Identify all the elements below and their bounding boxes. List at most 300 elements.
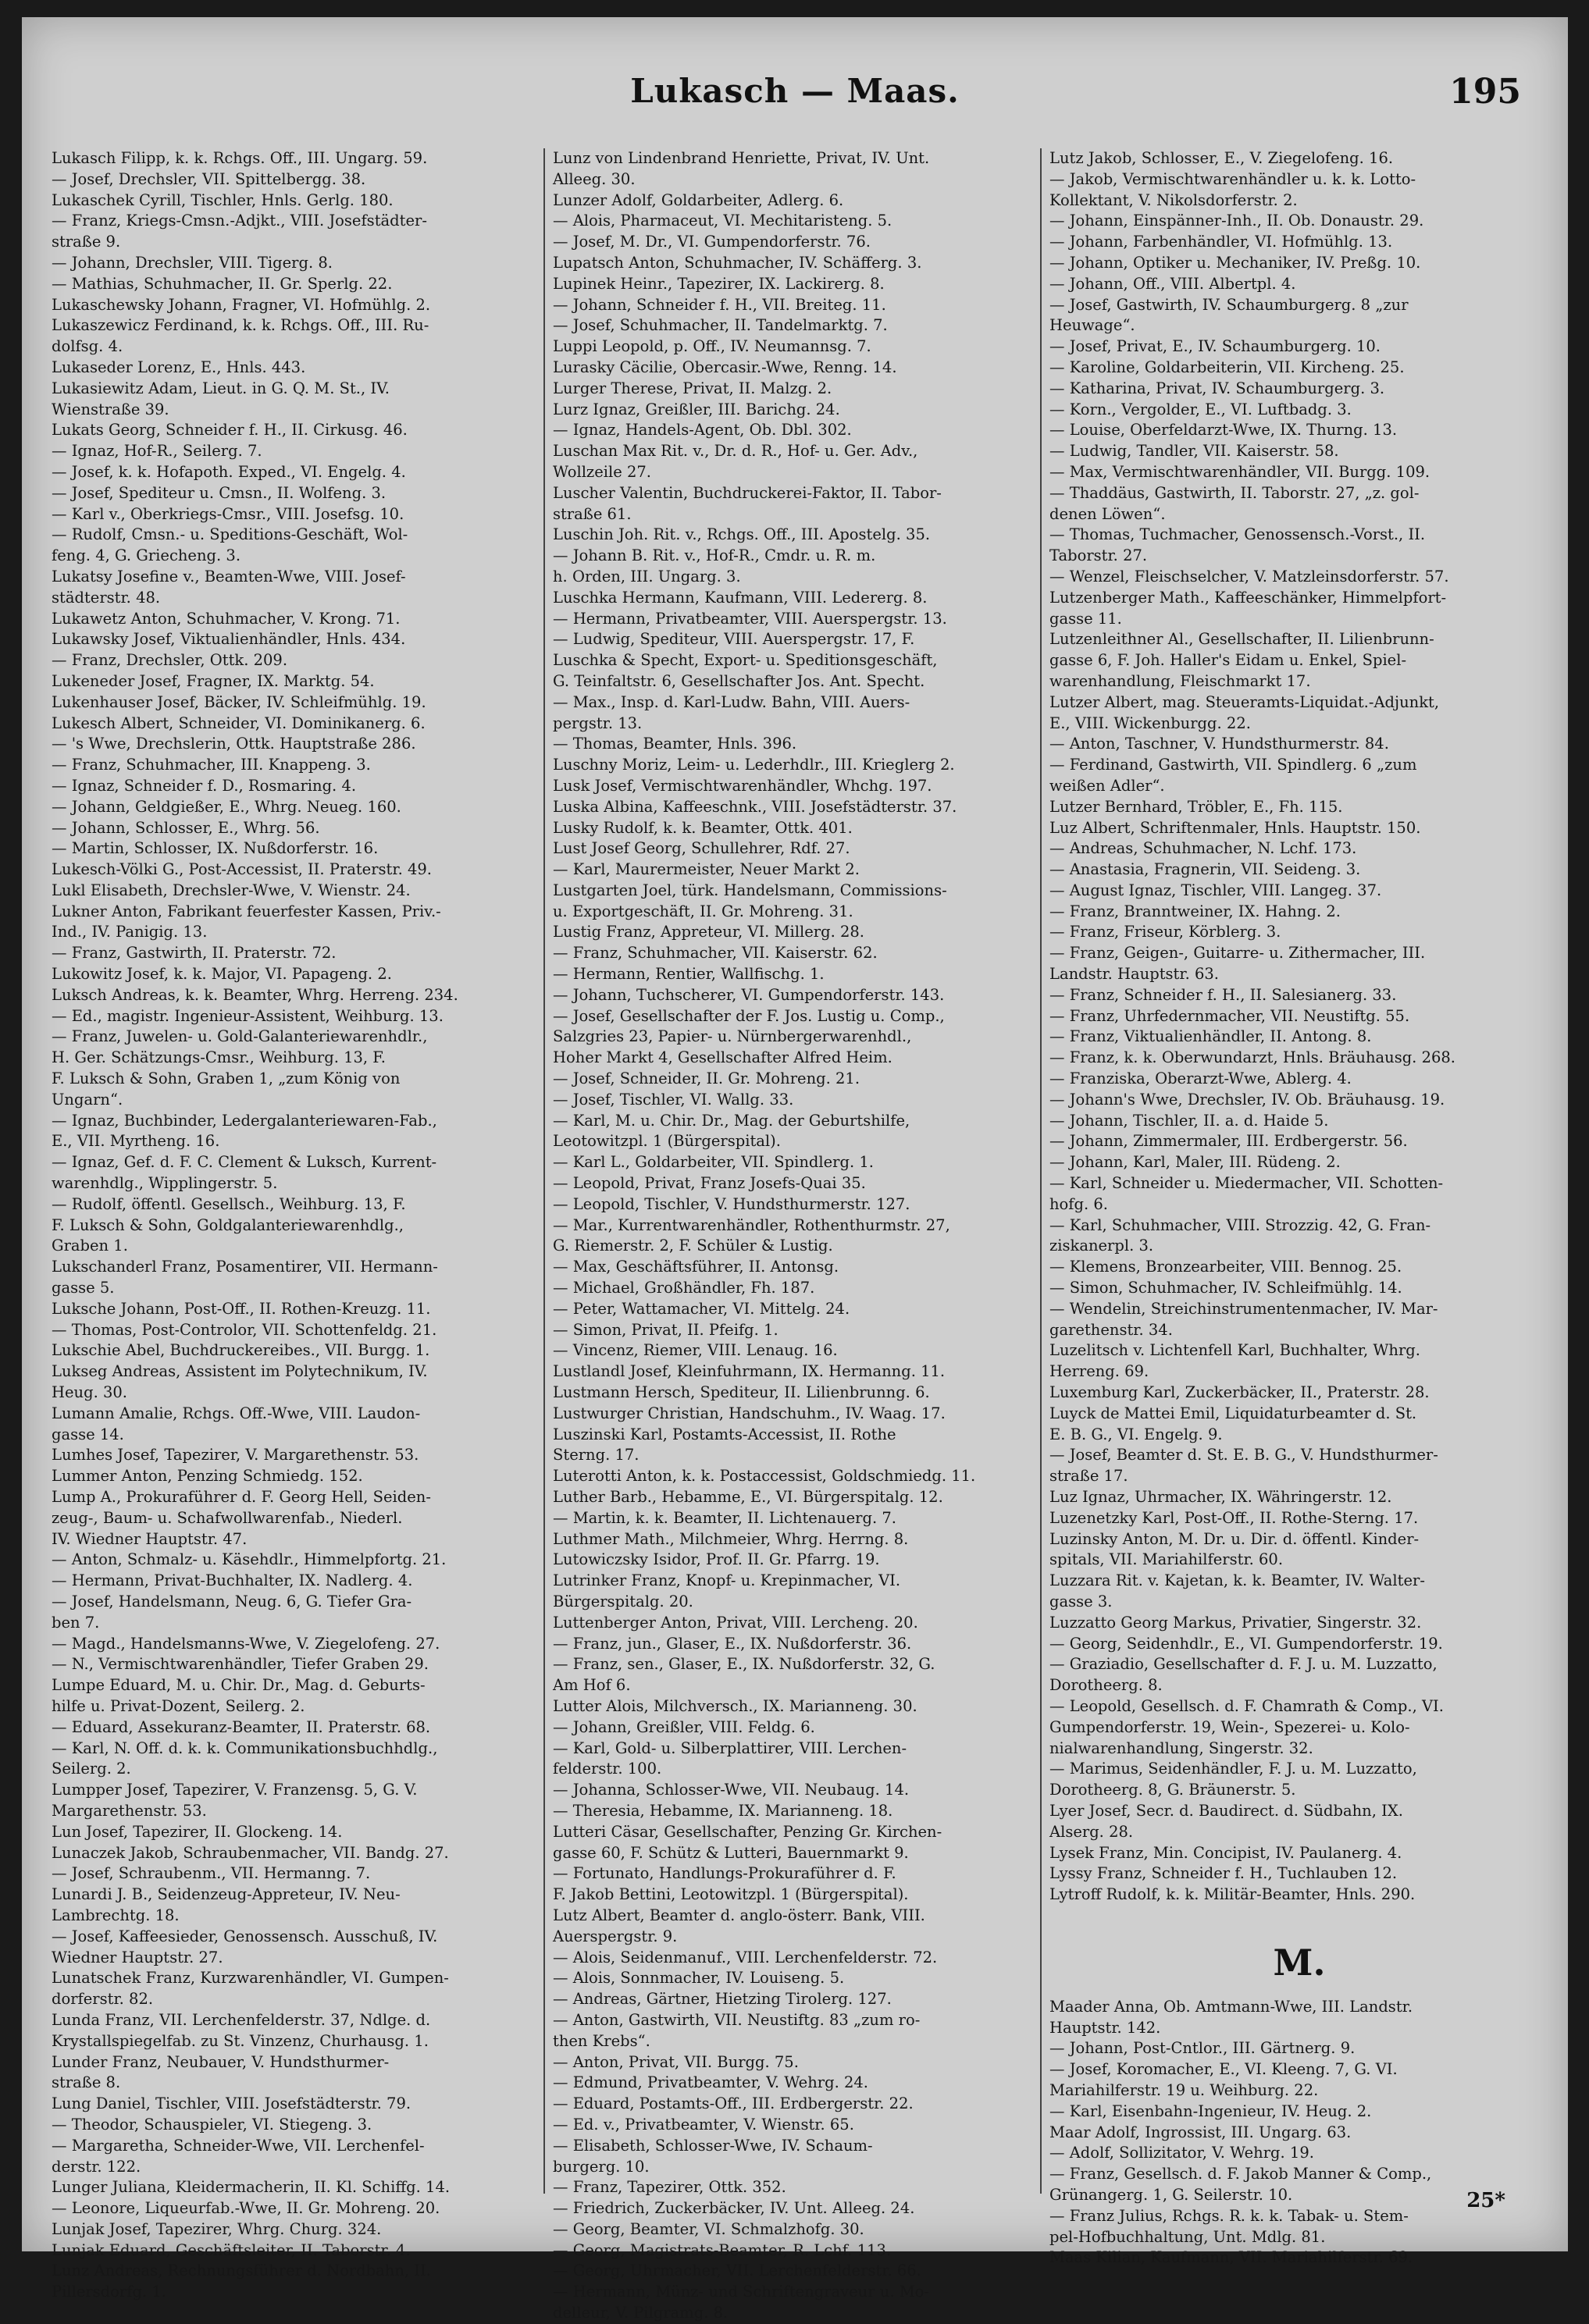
directory-entry-line: — Ignaz, Buchbinder, Ledergalanteriewaren-Fab., <box>52 1111 437 1130</box>
directory-entry-line: — Johann, Schlosser, E., Whrg. 56. <box>52 818 320 837</box>
directory-entry-line: — Ludwig, Tandler, VII. Kaiserstr. 58. <box>1049 442 1339 461</box>
directory-entry-line: — Josef, Koromacher, E., VI. Kleeng. 7, G. VI. <box>1049 2060 1398 2079</box>
directory-entry-line: — Johann, Schneider f. H., VII. Breiteg. 11. <box>553 295 886 314</box>
directory-entry-line: Lutrinker Franz, Knopf- u. Krepinmacher, VI. <box>553 1571 901 1590</box>
directory-entry-line: Hoher Markt 4, Gesellschafter Alfred Heim. <box>553 1048 892 1067</box>
directory-entry-line: — Georg, Uhrmacher, VII. Lerchenfelderstr. 66. <box>553 2262 921 2280</box>
directory-entry-line: Landstr. Hauptstr. 63. <box>1049 965 1219 984</box>
directory-entry-line: — Franz, Branntweiner, IX. Hahng. 2. <box>1049 902 1341 920</box>
directory-entry-line: Lump A., Prokuraführer d. F. Georg Hell, Seiden- <box>52 1488 431 1506</box>
directory-entry-line: Lumann Amalie, Rchgs. Off.-Wwe, VIII. Laudon- <box>52 1404 421 1422</box>
directory-entry-line: — Karl, Maurermeister, Neuer Markt 2. <box>553 860 860 879</box>
directory-entry-line: Krystallspiegelfab. zu St. Vinzenz, Churhausg. 1. <box>52 2031 429 2050</box>
directory-entry-line: Lukesch-Völki G., Post-Accessist, II. Praterstr. 49. <box>52 860 432 879</box>
directory-entry-line: — Franz, Schneider f. H., II. Salesianerg. 33. <box>1049 985 1397 1004</box>
directory-entry-line: — Eduard, Assekuranz-Beamter, II. Praterstr. 68. <box>52 1717 431 1736</box>
directory-entry-line: Lutz Albert, Beamter d. anglo-österr. Bank, VIII. <box>553 1906 925 1924</box>
directory-entry-line: Lusky Rudolf, k. k. Beamter, Ottk. 401. <box>553 818 853 837</box>
directory-entry-line: Salzgries 23, Papier- u. Nürnbergerwarenhdl., <box>553 1027 912 1046</box>
directory-entry-line: gasse 3. <box>1049 1592 1113 1610</box>
directory-entry-line: — Anton, Gastwirth, VII. Neustiftg. 83 „zum ro- <box>553 2010 921 2029</box>
directory-entry-line: Lunjak Josef, Tapezirer, Whrg. Churg. 324. <box>52 2219 382 2238</box>
directory-entry-line: Lun Josef, Tapezirer, II. Glockeng. 14. <box>52 1822 343 1841</box>
directory-entry-line: Lummer Anton, Penzing Schmiedg. 152. <box>52 1467 363 1486</box>
directory-entry-line: Maas Kilian, Kaufmann, VII. Mariahilferstr. 69. <box>1049 2248 1413 2267</box>
directory-entry-line: F. Jakob Bettini, Leotowitzpl. 1 (Bürgerspital). <box>553 1885 909 1904</box>
directory-entry-line: — Theodor, Schauspieler, VI. Stiegeng. 3. <box>52 2115 372 2134</box>
directory-entry-line: pel-Hofbuchhaltung, Unt. Mdlg. 81. <box>1049 2227 1326 2246</box>
directory-entry-line: Lutz Jakob, Schlosser, E., V. Ziegelofeng. 16. <box>1049 149 1394 167</box>
directory-entry-line: straße 17. <box>1049 1467 1128 1486</box>
directory-entry-line: Lurz Ignaz, Greißler, III. Barichg. 24. <box>553 400 840 418</box>
directory-entry-line: — Leopold, Tischler, V. Hundsthurmerstr. 127. <box>553 1194 910 1213</box>
directory-entry-line: — Martin, Schlosser, IX. Nußdorferstr. 16. <box>52 839 379 858</box>
directory-entry-line: — Franziska, Oberarzt-Wwe, Ablerg. 4. <box>1049 1069 1352 1088</box>
directory-entry-line: Luschka & Specht, Export- u. Speditionsgeschäft, <box>553 651 938 670</box>
directory-entry-line: Wollzeile 27. <box>553 462 651 481</box>
directory-entry-line: Luxemburg Karl, Zuckerbäcker, II., Praterstr. 28. <box>1049 1383 1430 1402</box>
directory-entry-line: — Edmund, Privatbeamter, V. Wehrg. 24. <box>553 2073 868 2092</box>
directory-entry-line: — Thomas, Post-Controlor, VII. Schottenfeldg. 21. <box>52 1320 437 1339</box>
directory-entry-line: Ungarn“. <box>52 1090 123 1109</box>
directory-entry-line: — Eduard, Postamts-Off., III. Erdbergerstr. 22. <box>553 2094 914 2113</box>
directory-entry-line: delleur, V. Pilgramg. 8. <box>553 2304 729 2322</box>
directory-entry-line: E. B. G., VI. Engelg. 9. <box>1049 1425 1223 1443</box>
column-3 <box>1040 148 1549 2267</box>
directory-entry-line: Lustwurger Christian, Handschuhm., IV. Waag. 17. <box>553 1404 946 1422</box>
directory-entry-line: Lupinek Heinr., Tapezirer, IX. Lackirerg. 8. <box>553 274 885 293</box>
directory-entry-line: garethenstr. 34. <box>1049 1320 1173 1339</box>
directory-entry-line: — Josef, Schuhmacher, II. Tandelmarktg. 7. <box>553 316 888 335</box>
directory-entry-line: — Thomas, Beamter, Hnls. 396. <box>553 735 797 753</box>
directory-entry-line: Lunaczek Jakob, Schraubenmacher, VII. Bandg. 27. <box>52 1843 449 1862</box>
directory-entry-line: — Katharina, Privat, IV. Schaumburgerg. 3. <box>1049 379 1385 397</box>
directory-entry-line: — Ignaz, Schneider f. D., Rosmaring. 4. <box>52 776 357 795</box>
directory-entry-line: dorferstr. 82. <box>52 1990 154 2009</box>
directory-entry-line: Luksch Andreas, k. k. Beamter, Whrg. Herreng. 234. <box>52 985 458 1004</box>
directory-entry-line: Lukowitz Josef, k. k. Major, VI. Papageng. 2. <box>52 965 392 984</box>
directory-entry-line: Lustig Franz, Appreteur, VI. Millerg. 28. <box>553 923 865 941</box>
directory-entry-line: — Ignaz, Handels-Agent, Ob. Dbl. 302. <box>553 421 852 440</box>
directory-entry-line: Lukasiewitz Adam, Lieut. in G. Q. M. St., IV. <box>52 379 390 397</box>
directory-entry-line: Ind., IV. Panigig. 13. <box>52 923 208 941</box>
directory-entry-line: Lukner Anton, Fabrikant feuerfester Kassen, Priv.- <box>52 902 441 920</box>
directory-entry-line: — Georg, Magistrats-Beamter, R. Lchf. 113. <box>553 2240 892 2259</box>
directory-entry-line: Luzzara Rit. v. Kajetan, k. k. Beamter, IV. Walter- <box>1049 1571 1425 1590</box>
directory-entry-line: spitals, VII. Mariahilferstr. 60. <box>1049 1550 1284 1569</box>
signature-mark: 25* <box>1466 2189 1505 2212</box>
directory-entry-line: — Simon, Privat, II. Pfeifg. 1. <box>553 1320 778 1339</box>
directory-entry-line: Lunder Franz, Neubauer, V. Hundsthurmer- <box>52 2052 390 2071</box>
page-number: 195 <box>1449 72 1521 112</box>
directory-entry-line: — Josef, Kaffeesieder, Genossensch. Ausschuß, IV. <box>52 1927 438 1945</box>
directory-entry-line: — Johann, Off., VIII. Albertpl. 4. <box>1049 274 1296 293</box>
directory-entry-line: Lukeneder Josef, Fragner, IX. Marktg. 54. <box>52 671 375 690</box>
directory-entry-line: Luschan Max Rit. v., Dr. d. R., Hof- u. Ger. Adv., <box>553 442 918 461</box>
directory-entry-line: — Marimus, Seidenhändler, F. J. u. M. Luzzatto, <box>1049 1760 1417 1778</box>
directory-entry-line: — Simon, Schuhmacher, IV. Schleifmühlg. 14. <box>1049 1279 1402 1297</box>
directory-entry-line: Luscher Valentin, Buchdruckerei-Faktor, II. Tabor- <box>553 483 942 502</box>
running-head <box>22 72 1568 119</box>
section-heading: M. <box>1273 1941 1326 1984</box>
directory-entry-line: Lutteri Cäsar, Gesellschafter, Penzing Gr. Kirchen- <box>553 1822 942 1841</box>
directory-entry-line: Luzenetzky Karl, Post-Off., II. Rothe-Sterng. 17. <box>1049 1508 1419 1527</box>
directory-entry-line: Luzinsky Anton, M. Dr. u. Dir. d. öffentl. Kinder- <box>1049 1529 1420 1548</box>
directory-entry-line: — Karoline, Goldarbeiterin, VII. Kircheng. 25. <box>1049 358 1405 376</box>
directory-entry-line: Lukschie Abel, Buchdruckereibes., VII. Burgg. 1. <box>52 1341 430 1360</box>
directory-page <box>22 17 1568 2322</box>
directory-entry-line: Lukatsy Josefine v., Beamten-Wwe, VIII. Josef- <box>52 567 406 585</box>
directory-entry-line: Maader Anna, Ob. Amtmann-Wwe, III. Landstr. <box>1049 1997 1413 2016</box>
directory-entry-line: — Josef, Beamter d. St. E. B. G., V. Hundsthurmer- <box>1049 1446 1438 1465</box>
directory-entry-line: — Graziadio, Gesellschafter d. F. J. u. M. Luzzatto, <box>1049 1655 1438 1674</box>
directory-entry-line: — Karl, Eisenbahn-Ingenieur, IV. Heug. 2. <box>1049 2102 1372 2120</box>
directory-entry-line: Kollektant, V. Nikolsdorferstr. 2. <box>1049 190 1298 209</box>
directory-entry-line: IV. Wiedner Hauptstr. 47. <box>52 1529 248 1548</box>
directory-entry-line: Lytroff Rudolf, k. k. Militär-Beamter, Hnls. 290. <box>1049 1885 1416 1904</box>
directory-entry-line: Lukawetz Anton, Schuhmacher, V. Krong. 71. <box>52 609 401 628</box>
directory-entry-line: G. Riemerstr. 2, F. Schüler & Lustig. <box>553 1237 833 1255</box>
directory-entry-line: — Andreas, Gärtner, Hietzing Tirolerg. 127. <box>553 1990 892 2009</box>
directory-entry-line: — Josef, Handelsmann, Neug. 6, G. Tiefer Gra- <box>52 1592 412 1610</box>
directory-entry-line: Bürgerspitalg. 20. <box>553 1592 693 1610</box>
directory-entry-line: denen Löwen“. <box>1049 504 1166 523</box>
directory-entry-line: ben 7. <box>52 1613 100 1632</box>
directory-entry-line: — Alois, Pharmaceut, VI. Mechitaristeng. 5. <box>553 212 892 230</box>
directory-entry-line: straße 61. <box>553 504 632 523</box>
directory-entry-line: — Andreas, Schuhmacher, N. Lchf. 173. <box>1049 839 1357 858</box>
directory-entry-line: — Klemens, Bronzearbeiter, VIII. Bennog. 25. <box>1049 1258 1402 1276</box>
directory-entry-line: Maar Adolf, Ingrossist, III. Ungarg. 63. <box>1049 2123 1352 2141</box>
directory-entry-line: Auerspergstr. 9. <box>553 1927 678 1945</box>
directory-entry-line: gasse 6, F. Joh. Haller's Eidam u. Enkel, Spiel- <box>1049 651 1407 670</box>
directory-entry-line: — Josef, Privat, E., IV. Schaumburgerg. 10. <box>1049 337 1381 356</box>
directory-entry-line: — Ed., magistr. Ingenieur-Assistent, Weihburg. 13. <box>52 1006 444 1025</box>
directory-entry-line: derstr. 122. <box>52 2157 141 2176</box>
directory-entry-line: — Josef, Spediteur u. Cmsn., II. Wolfeng. 3. <box>52 483 387 502</box>
directory-entry-line: Lyer Josef, Secr. d. Baudirect. d. Südbahn, IX. <box>1049 1801 1403 1820</box>
directory-entry-line: Lutzer Albert, mag. Steueramts-Liquidat.-Adjunkt, <box>1049 692 1440 711</box>
directory-entry-line: Lunjak Eduard, Geschäftsleiter, II. Taborstr. 4. <box>52 2240 411 2259</box>
directory-entry-line: — Wendelin, Streichinstrumentenmacher, IV. Mar- <box>1049 1299 1438 1318</box>
directory-entry-line: Luz Albert, Schriftenmaler, Hnls. Hauptstr. 150. <box>1049 818 1421 837</box>
directory-entry-line: — Thaddäus, Gastwirth, II. Taborstr. 27, „z. gol- <box>1049 483 1420 502</box>
directory-entry-line: Lumpper Josef, Tapezirer, V. Franzensg. 5, G. V. <box>52 1781 418 1799</box>
directory-entry-line: — Johann, Einspänner-Inh., II. Ob. Donaustr. 29. <box>1049 212 1424 230</box>
directory-entry-line: — Hermann, Rentier, Wallfischg. 1. <box>553 965 825 984</box>
directory-entry-line: — Ludwig, Spediteur, VIII. Auerspergstr. 17, F. <box>553 630 915 649</box>
directory-entry-line: — Johann, Farbenhändler, VI. Hofmühlg. 13. <box>1049 233 1393 251</box>
directory-entry-line: Lukaschewsky Johann, Fragner, VI. Hofmühlg. 2. <box>52 295 431 314</box>
directory-entry-line: Lukseg Andreas, Assistent im Polytechnikum, IV. <box>52 1362 428 1381</box>
directory-entry-line: — Karl, Schuhmacher, VIII. Strozzig. 42, G. Fran- <box>1049 1215 1431 1234</box>
directory-entry-line: Lunatschek Franz, Kurzwarenhändler, VI. Gumpen- <box>52 1969 449 1988</box>
directory-entry-line: — Mathias, Schuhmacher, II. Gr. Sperlg. 22. <box>52 274 393 293</box>
directory-entry-line: Lukl Elisabeth, Drechsler-Wwe, V. Wienstr. 24. <box>52 881 411 899</box>
directory-entry-line: Lukaschek Cyrill, Tischler, Hnls. Gerlg. 180. <box>52 190 394 209</box>
directory-entry-line: — Franz, Schuhmacher, III. Knappeng. 3. <box>52 756 371 774</box>
directory-entry-line: straße 8. <box>52 2073 121 2092</box>
directory-entry-line: — Vincenz, Riemer, VIII. Lenaug. 16. <box>553 1341 838 1360</box>
directory-entry-line: — Franz, Drechsler, Ottk. 209. <box>52 651 288 670</box>
directory-entry-line: hofg. 6. <box>1049 1194 1109 1213</box>
directory-entry-line: Luther Barb., Hebamme, E., VI. Bürgerspitalg. 12. <box>553 1488 943 1506</box>
directory-entry-line: Gumpendorferstr. 19, Wein-, Spezerei- u. Kolo- <box>1049 1717 1410 1736</box>
column-2 <box>543 148 1037 2322</box>
directory-entry-line: — Max, Geschäftsführer, II. Antonsg. <box>553 1258 839 1276</box>
directory-entry-line: feng. 4, G. Griecheng. 3. <box>52 546 241 565</box>
directory-entry-line: Am Hof 6. <box>553 1676 631 1695</box>
directory-entry-line: — Johann, Optiker u. Mechaniker, IV. Preßg. 10. <box>1049 253 1421 272</box>
directory-entry-line: — Franz, Viktualienhändler, II. Antong. 8. <box>1049 1027 1372 1046</box>
directory-entry-line: — Karl v., Oberkriegs-Cmsr., VIII. Josefsg. 10. <box>52 504 404 523</box>
directory-entry-line: — Max, Vermischtwarenhändler, VII. Burgg. 109. <box>1049 462 1430 481</box>
directory-entry-line: — Leonore, Liqueurfab.-Wwe, II. Gr. Mohreng. 20. <box>52 2199 440 2218</box>
directory-entry-line: weißen Adler“. <box>1049 776 1165 795</box>
directory-entry-line: ziskanerpl. 3. <box>1049 1237 1154 1255</box>
directory-entry-line: — Anton, Schmalz- u. Käsehdlr., Himmelpfortg. 21. <box>52 1550 447 1569</box>
directory-entry-line: pergstr. 13. <box>553 714 643 732</box>
directory-entry-line: Lurasky Cäcilie, Obercasir.-Wwe, Renng. 14. <box>553 358 897 376</box>
directory-entry-line: — Franz, Tapezirer, Ottk. 352. <box>553 2178 786 2197</box>
directory-entry-line: — Karl L., Goldarbeiter, VII. Spindlerg. 1. <box>553 1153 874 1172</box>
directory-entry-line: — Franz, jun., Glaser, E., IX. Nußdorferstr. 36. <box>553 1634 912 1653</box>
directory-entry-line: Grünangerg. 1, G. Seilerstr. 10. <box>1049 2185 1293 2204</box>
directory-entry-line: Lumhes Josef, Tapezirer, V. Margarethenstr. 53. <box>52 1446 419 1465</box>
directory-entry-line: Luzelitsch v. Lichtenfell Karl, Buchhalter, Whrg. <box>1049 1341 1420 1360</box>
directory-entry-line: — Leopold, Privat, Franz Josefs-Quai 35. <box>553 1174 866 1193</box>
directory-entry-line: gasse 60, F. Schütz & Lutteri, Bauernmarkt 9. <box>553 1843 909 1862</box>
directory-entry-line: — Franz, Kriegs-Cmsn.-Adjkt., VIII. Josefstädter- <box>52 212 427 230</box>
directory-entry-line: — Jakob, Vermischtwarenhändler u. k. k. Lotto- <box>1049 169 1416 188</box>
directory-entry-line: Luttenberger Anton, Privat, VIII. Lercheng. 20. <box>553 1613 918 1632</box>
directory-entry-line: Lambrechtg. 18. <box>52 1906 180 1924</box>
directory-entry-line: felderstr. 100. <box>553 1760 662 1778</box>
directory-entry-line: — Johann, Karl, Maler, III. Rüdeng. 2. <box>1049 1153 1341 1172</box>
directory-entry-line: Lukasch Filipp, k. k. Rchgs. Off., III. Ungarg. 59. <box>52 149 428 167</box>
directory-entry-line: — Franz, sen., Glaser, E., IX. Nußdorferstr. 32, G. <box>553 1655 935 1674</box>
directory-entry-line: Alleeg. 30. <box>553 169 636 188</box>
directory-entry-line: — Rudolf, öffentl. Gesellsch., Weihburg. 13, F. <box>52 1194 406 1213</box>
directory-entry-line: Lustmann Hersch, Spediteur, II. Lilienbrunng. 6. <box>553 1383 930 1402</box>
directory-entry-line: Graben 1. <box>52 1237 128 1255</box>
directory-entry-line: Luszinski Karl, Postamts-Accessist, II. Rothe <box>553 1425 896 1443</box>
directory-entry-line: straße 9. <box>52 233 121 251</box>
directory-entry-line: Pillersdorfg. 1. <box>52 2283 166 2301</box>
directory-entry-line: Wiedner Hauptstr. 27. <box>52 1948 223 1966</box>
directory-entry-line: — Johann, Geldgießer, E., Whrg. Neueg. 160. <box>52 797 401 816</box>
directory-entry-line: — Johann, Greißler, VIII. Feldg. 6. <box>553 1717 815 1736</box>
directory-entry-line: — Hermann, Privatbeamter, VIII. Auerspergstr. 13. <box>553 609 947 628</box>
directory-entry-line: — Karl, Schneider u. Miedermacher, VII. Schotten- <box>1049 1174 1444 1193</box>
directory-entry-line: Lutzenberger Math., Kaffeeschänker, Himmelpfort- <box>1049 588 1447 607</box>
column-1 <box>52 148 536 2301</box>
directory-entry-line: — Elisabeth, Schlosser-Wwe, IV. Schaum- <box>553 2136 873 2155</box>
directory-entry-line: Luschny Moriz, Leim- u. Lederhdlr., III. Krieglerg 2. <box>553 756 955 774</box>
directory-entry-line: Hauptstr. 142. <box>1049 2018 1161 2037</box>
directory-entry-line: Taborstr. 27. <box>1049 546 1148 565</box>
directory-entry-line: — Franz, Geigen-, Guitarre- u. Zithermacher, III. <box>1049 944 1426 963</box>
directory-entry-line: Lusk Josef, Vermischtwarenhändler, Whchg. 197. <box>553 776 932 795</box>
directory-entry-line: Lysek Franz, Min. Concipist, IV. Paulanerg. 4. <box>1049 1843 1402 1862</box>
directory-entry-line: — Franz, Juwelen- u. Gold-Galanteriewarenhdlr., <box>52 1027 428 1046</box>
directory-entry-line: Lunda Franz, VII. Lerchenfelderstr. 37, Ndlge. d. <box>52 2010 431 2029</box>
directory-entry-line: — Max., Insp. d. Karl-Ludw. Bahn, VIII. Auers- <box>553 692 910 711</box>
directory-entry-line: — Margaretha, Schneider-Wwe, VII. Lerchenfel- <box>52 2136 425 2155</box>
directory-entry-line: — Johann, Post-Cntlor., III. Gärtnerg. 9. <box>1049 2039 1356 2058</box>
directory-entry-line: — Josef, Tischler, VI. Wallg. 33. <box>553 1090 794 1109</box>
directory-entry-line: Lumpe Eduard, M. u. Chir. Dr., Mag. d. Geburts- <box>52 1676 426 1695</box>
directory-entry-line: Heug. 30. <box>52 1383 127 1402</box>
directory-entry-line: Mariahilferstr. 19 u. Weihburg. 22. <box>1049 2080 1319 2099</box>
directory-entry-line: — Alois, Sonnmacher, IV. Louiseng. 5. <box>553 1969 845 1988</box>
directory-entry-line: städterstr. 48. <box>52 588 161 607</box>
directory-entry-line: — Georg, Seidenhdlr., E., VI. Gumpendorferstr. 19. <box>1049 1634 1443 1653</box>
directory-entry-line: E., VII. Myrtheng. 16. <box>52 1132 220 1151</box>
directory-entry-line: Lukenhauser Josef, Bäcker, IV. Schleifmühlg. 19. <box>52 692 426 711</box>
directory-entry-line: — Johann, Tuchscherer, VI. Gumpendorferstr. 143. <box>553 985 945 1004</box>
directory-entry-line: burgerg. 10. <box>553 2157 650 2176</box>
directory-entry-line: Lutter Alois, Milchversch., IX. Marianneng. 30. <box>553 1696 917 1715</box>
directory-entry-line: Lukaszewicz Ferdinand, k. k. Rchgs. Off., III. Ru- <box>52 316 429 335</box>
directory-entry-line: Luthmer Math., Milchmeier, Whrg. Herrng. 8. <box>553 1529 909 1548</box>
directory-entry-line: Lunger Juliana, Kleidermacherin, II. Kl. Schiffg. 14. <box>52 2178 451 2197</box>
directory-entry-line: Wienstraße 39. <box>52 400 169 418</box>
directory-entry-line: Luska Albina, Kaffeeschnk., VIII. Josefstädterstr. 37. <box>553 797 957 816</box>
directory-entry-line: Dorotheerg. 8, G. Bräunerstr. 5. <box>1049 1781 1296 1799</box>
directory-entry-line: hilfe u. Privat-Dozent, Seilerg. 2. <box>52 1696 305 1715</box>
directory-entry-line: gasse 5. <box>52 1279 115 1297</box>
directory-entry-line: Lukesch Albert, Schneider, VI. Dominikanerg. 6. <box>52 714 426 732</box>
directory-entry-line: — Karl, Gold- u. Silberplattirer, VIII. Lerchen- <box>553 1739 907 1757</box>
directory-entry-line: — Fortunato, Handlungs-Prokuraführer d. F. <box>553 1864 896 1883</box>
directory-entry-line: — Karl, M. u. Chir. Dr., Mag. der Geburtshilfe, <box>553 1111 910 1130</box>
directory-entry-line: — Franz, Gesellsch. d. F. Jakob Manner & Comp., <box>1049 2165 1432 2183</box>
directory-entry-line: — Rudolf, Cmsn.- u. Speditions-Geschäft, Wol- <box>52 525 408 544</box>
directory-entry-line: — Franz Julius, Rchgs. R. k. k. Tabak- u. Stem- <box>1049 2206 1409 2225</box>
directory-entry-line: Lukaseder Lorenz, E., Hnls. 443. <box>52 358 306 376</box>
directory-entry-line: gasse 11. <box>1049 609 1122 628</box>
directory-entry-line: H. Ger. Schätzungs-Cmsr., Weihburg. 13, F. <box>52 1048 386 1067</box>
directory-entry-line: Luksche Johann, Post-Off., II. Rothen-Kreuzg. 11. <box>52 1299 431 1318</box>
directory-entry-line: — Mar., Kurrentwarenhändler, Rothenthurmstr. 27, <box>553 1215 950 1234</box>
directory-entry-line: Margarethenstr. 53. <box>52 1801 207 1820</box>
directory-entry-line: Luterotti Anton, k. k. Postaccessist, Goldschmiedg. 11. <box>553 1467 976 1486</box>
directory-entry-line: — Johann, Zimmermaler, III. Erdbergerstr. 56. <box>1049 1132 1408 1151</box>
directory-entry-line: — Johanna, Schlosser-Wwe, VII. Neubaug. 14. <box>553 1781 910 1799</box>
directory-entry-line: — Franz, Friseur, Körblerg. 3. <box>1049 923 1281 941</box>
directory-entry-line: Luschka Hermann, Kaufmann, VIII. Ledererg. 8. <box>553 588 928 607</box>
directory-entry-line: — Anton, Taschner, V. Hundsthurmerstr. 84. <box>1049 735 1389 753</box>
directory-entry-line: — Josef, Gesellschafter der F. Jos. Lustig u. Comp., <box>553 1006 945 1025</box>
directory-entry-line: Lutzer Bernhard, Tröbler, E., Fh. 115. <box>1049 797 1343 816</box>
directory-entry-line: — Franz, Gastwirth, II. Praterstr. 72. <box>52 944 337 963</box>
directory-entry-line: — Josef, Schneider, II. Gr. Mohreng. 21. <box>553 1069 860 1088</box>
directory-entry-line: — Thomas, Tuchmacher, Genossensch.-Vorst., II. <box>1049 525 1426 544</box>
directory-entry-line: warenhdlg., Wipplingerstr. 5. <box>52 1174 278 1193</box>
directory-entry-line: — Ignaz, Gef. d. F. C. Clement & Luksch, Kurrent- <box>52 1153 437 1172</box>
directory-entry-line: — Ferdinand, Gastwirth, VII. Spindlerg. 6 „zum <box>1049 756 1417 774</box>
directory-entry-line: F. Luksch & Sohn, Graben 1, „zum König von <box>52 1069 401 1088</box>
directory-entry-line: Sterng. 17. <box>553 1446 640 1465</box>
directory-entry-line: Luyck de Mattei Emil, Liquidaturbeamter d. St. <box>1049 1404 1417 1422</box>
directory-entry-line: gasse 14. <box>52 1425 124 1443</box>
directory-entry-line: Lunardi J. B., Seidenzeug-Appreteur, IV. Neu- <box>52 1885 401 1904</box>
directory-entry-line: — Anton, Privat, VII. Burgg. 75. <box>553 2052 799 2071</box>
directory-entry-line: Lust Josef Georg, Schullehrer, Rdf. 27. <box>553 839 850 858</box>
directory-entry-line: Lunz Andreas, Rechnungsführer d. Nordbahn, II. <box>52 2262 431 2280</box>
directory-entry-line: Lyssy Franz, Schneider f. H., Tuchlauben 12. <box>1049 1864 1398 1883</box>
directory-entry-line: u. Exportgeschäft, II. Gr. Mohreng. 31. <box>553 902 853 920</box>
directory-entry-line: — Wenzel, Fleischselcher, V. Matzleinsdorferstr. 57. <box>1049 567 1449 585</box>
directory-entry-line: — 's Wwe, Drechslerin, Ottk. Hauptstraße 286. <box>52 735 416 753</box>
directory-entry-line: — Josef, k. k. Hofapoth. Exped., VI. Engelg. 4. <box>52 462 406 481</box>
directory-entry-line: — Leopold, Gesellsch. d. F. Chamrath & Comp., VI. <box>1049 1696 1444 1715</box>
directory-entry-line: — Franz, Uhrfedernmacher, VII. Neustiftg. 55. <box>1049 1006 1410 1025</box>
directory-entry-line: warenhandlung, Fleischmarkt 17. <box>1049 671 1311 690</box>
directory-entry-line: — Ed. v., Privatbeamter, V. Wienstr. 65. <box>553 2115 854 2134</box>
directory-entry-line: — Anastasia, Fragnerin, VII. Seideng. 3. <box>1049 860 1361 879</box>
directory-entry-line: — August Ignaz, Tischler, VIII. Langeg. 37. <box>1049 881 1382 899</box>
directory-entry-line: Lukats Georg, Schneider f. H., II. Cirkusg. 46. <box>52 421 408 440</box>
directory-entry-line: — Josef, Drechsler, VII. Spittelbergg. 38. <box>52 169 366 188</box>
running-title: Lukasch — Maas. <box>630 72 960 110</box>
directory-entry-line: — Karl, N. Off. d. k. k. Communikationsbuchhdlg., <box>52 1739 438 1757</box>
directory-entry-line: Heuwage“. <box>1049 316 1135 335</box>
directory-entry-line: h. Orden, III. Ungarg. 3. <box>553 567 741 585</box>
directory-entry-line: — Johann's Wwe, Drechsler, IV. Ob. Bräuhausg. 19. <box>1049 1090 1445 1109</box>
directory-entry-line: Dorotheerg. 8. <box>1049 1676 1163 1695</box>
directory-entry-line: — Josef, M. Dr., VI. Gumpendorferstr. 76. <box>553 233 871 251</box>
directory-entry-line: zeug-, Baum- u. Schafwollwarenfab., Niederl. <box>52 1508 403 1527</box>
directory-entry-line: — Louise, Oberfeldarzt-Wwe, IX. Thurng. 13. <box>1049 421 1398 440</box>
directory-entry-line: Lukawsky Josef, Viktualienhändler, Hnls. 434. <box>52 630 406 649</box>
directory-entry-line: — Friedrich, Zuckerbäcker, IV. Unt. Alleeg. 24. <box>553 2199 915 2218</box>
directory-entry-line: — Johann B. Rit. v., Hof-R., Cmdr. u. R. m. <box>553 546 876 565</box>
directory-entry-line: Luschin Joh. Rit. v., Rchgs. Off., III. Apostelg. 35. <box>553 525 931 544</box>
directory-entry-line: nialwarenhandlung, Singerstr. 32. <box>1049 1739 1313 1757</box>
directory-entry-line: then Krebs“. <box>553 2031 650 2050</box>
directory-entry-line: Lunzer Adolf, Goldarbeiter, Adlerg. 6. <box>553 190 844 209</box>
directory-entry-line: — Hermann, Privat-Buchhalter, IX. Nadlerg. 4. <box>52 1571 413 1590</box>
directory-entry-line: Lung Daniel, Tischler, VIII. Josefstädterstr. 79. <box>52 2094 412 2113</box>
directory-entry-line: — Theresia, Hebamme, IX. Marianneng. 18. <box>553 1801 893 1820</box>
directory-entry-line: Lustlandl Josef, Kleinfuhrmann, IX. Hermanng. 11. <box>553 1362 946 1381</box>
directory-entry-line: — N., Vermischtwarenhändler, Tiefer Graben 29. <box>52 1655 429 1674</box>
directory-entry-line: — Hermann, Münz- und Schriftengraveur u. Mo- <box>553 2283 930 2301</box>
directory-entry-line: — Josef, Gastwirth, IV. Schaumburgerg. 8 „zur <box>1049 295 1409 314</box>
directory-entry-line: — Franz, Schuhmacher, VII. Kaiserstr. 62. <box>553 944 878 963</box>
directory-entry-line: — Josef, Schraubenm., VII. Hermanng. 7. <box>52 1864 371 1883</box>
directory-entry-line: Lutzenleithner Al., Gesellschafter, II. Lilienbrunn- <box>1049 630 1434 649</box>
directory-entry-line: Lukschanderl Franz, Posamentirer, VII. Hermann- <box>52 1258 438 1276</box>
directory-entry-line: Lustgarten Joel, türk. Handelsmann, Commissions- <box>553 881 947 899</box>
directory-entry-line: Luzzatto Georg Markus, Privatier, Singerstr. 32. <box>1049 1613 1422 1632</box>
directory-entry-line: Luz Ignaz, Uhrmacher, IX. Währingerstr. 12. <box>1049 1488 1392 1506</box>
directory-entry-line: — Martin, k. k. Beamter, II. Lichtenauerg. 7. <box>553 1508 896 1527</box>
directory-entry-line: Luppi Leopold, p. Off., IV. Neumannsg. 7. <box>553 337 871 356</box>
directory-entry-line: — Magd., Handelsmanns-Wwe, V. Ziegelofeng. 27. <box>52 1634 440 1653</box>
directory-entry-line: Lupatsch Anton, Schuhmacher, IV. Schäfferg. 3. <box>553 253 922 272</box>
directory-entry-line: — Michael, Großhändler, Fh. 187. <box>553 1279 815 1297</box>
directory-entry-line: — Alois, Seidenmanuf., VIII. Lerchenfelderstr. 72. <box>553 1948 938 1966</box>
directory-entry-line: F. Luksch & Sohn, Goldgalanteriewarenhdlg., <box>52 1215 404 1234</box>
directory-entry-line: Lurger Therese, Privat, II. Malzg. 2. <box>553 379 832 397</box>
directory-entry-line: dolfsg. 4. <box>52 337 123 356</box>
directory-entry-line: Leotowitzpl. 1 (Bürgerspital). <box>553 1132 781 1151</box>
directory-entry-line: G. Teinfaltstr. 6, Gesellschafter Jos. Ant. Specht. <box>553 671 925 690</box>
directory-entry-line: — Franz, k. k. Oberwundarzt, Hnls. Bräuhausg. 268. <box>1049 1048 1455 1067</box>
